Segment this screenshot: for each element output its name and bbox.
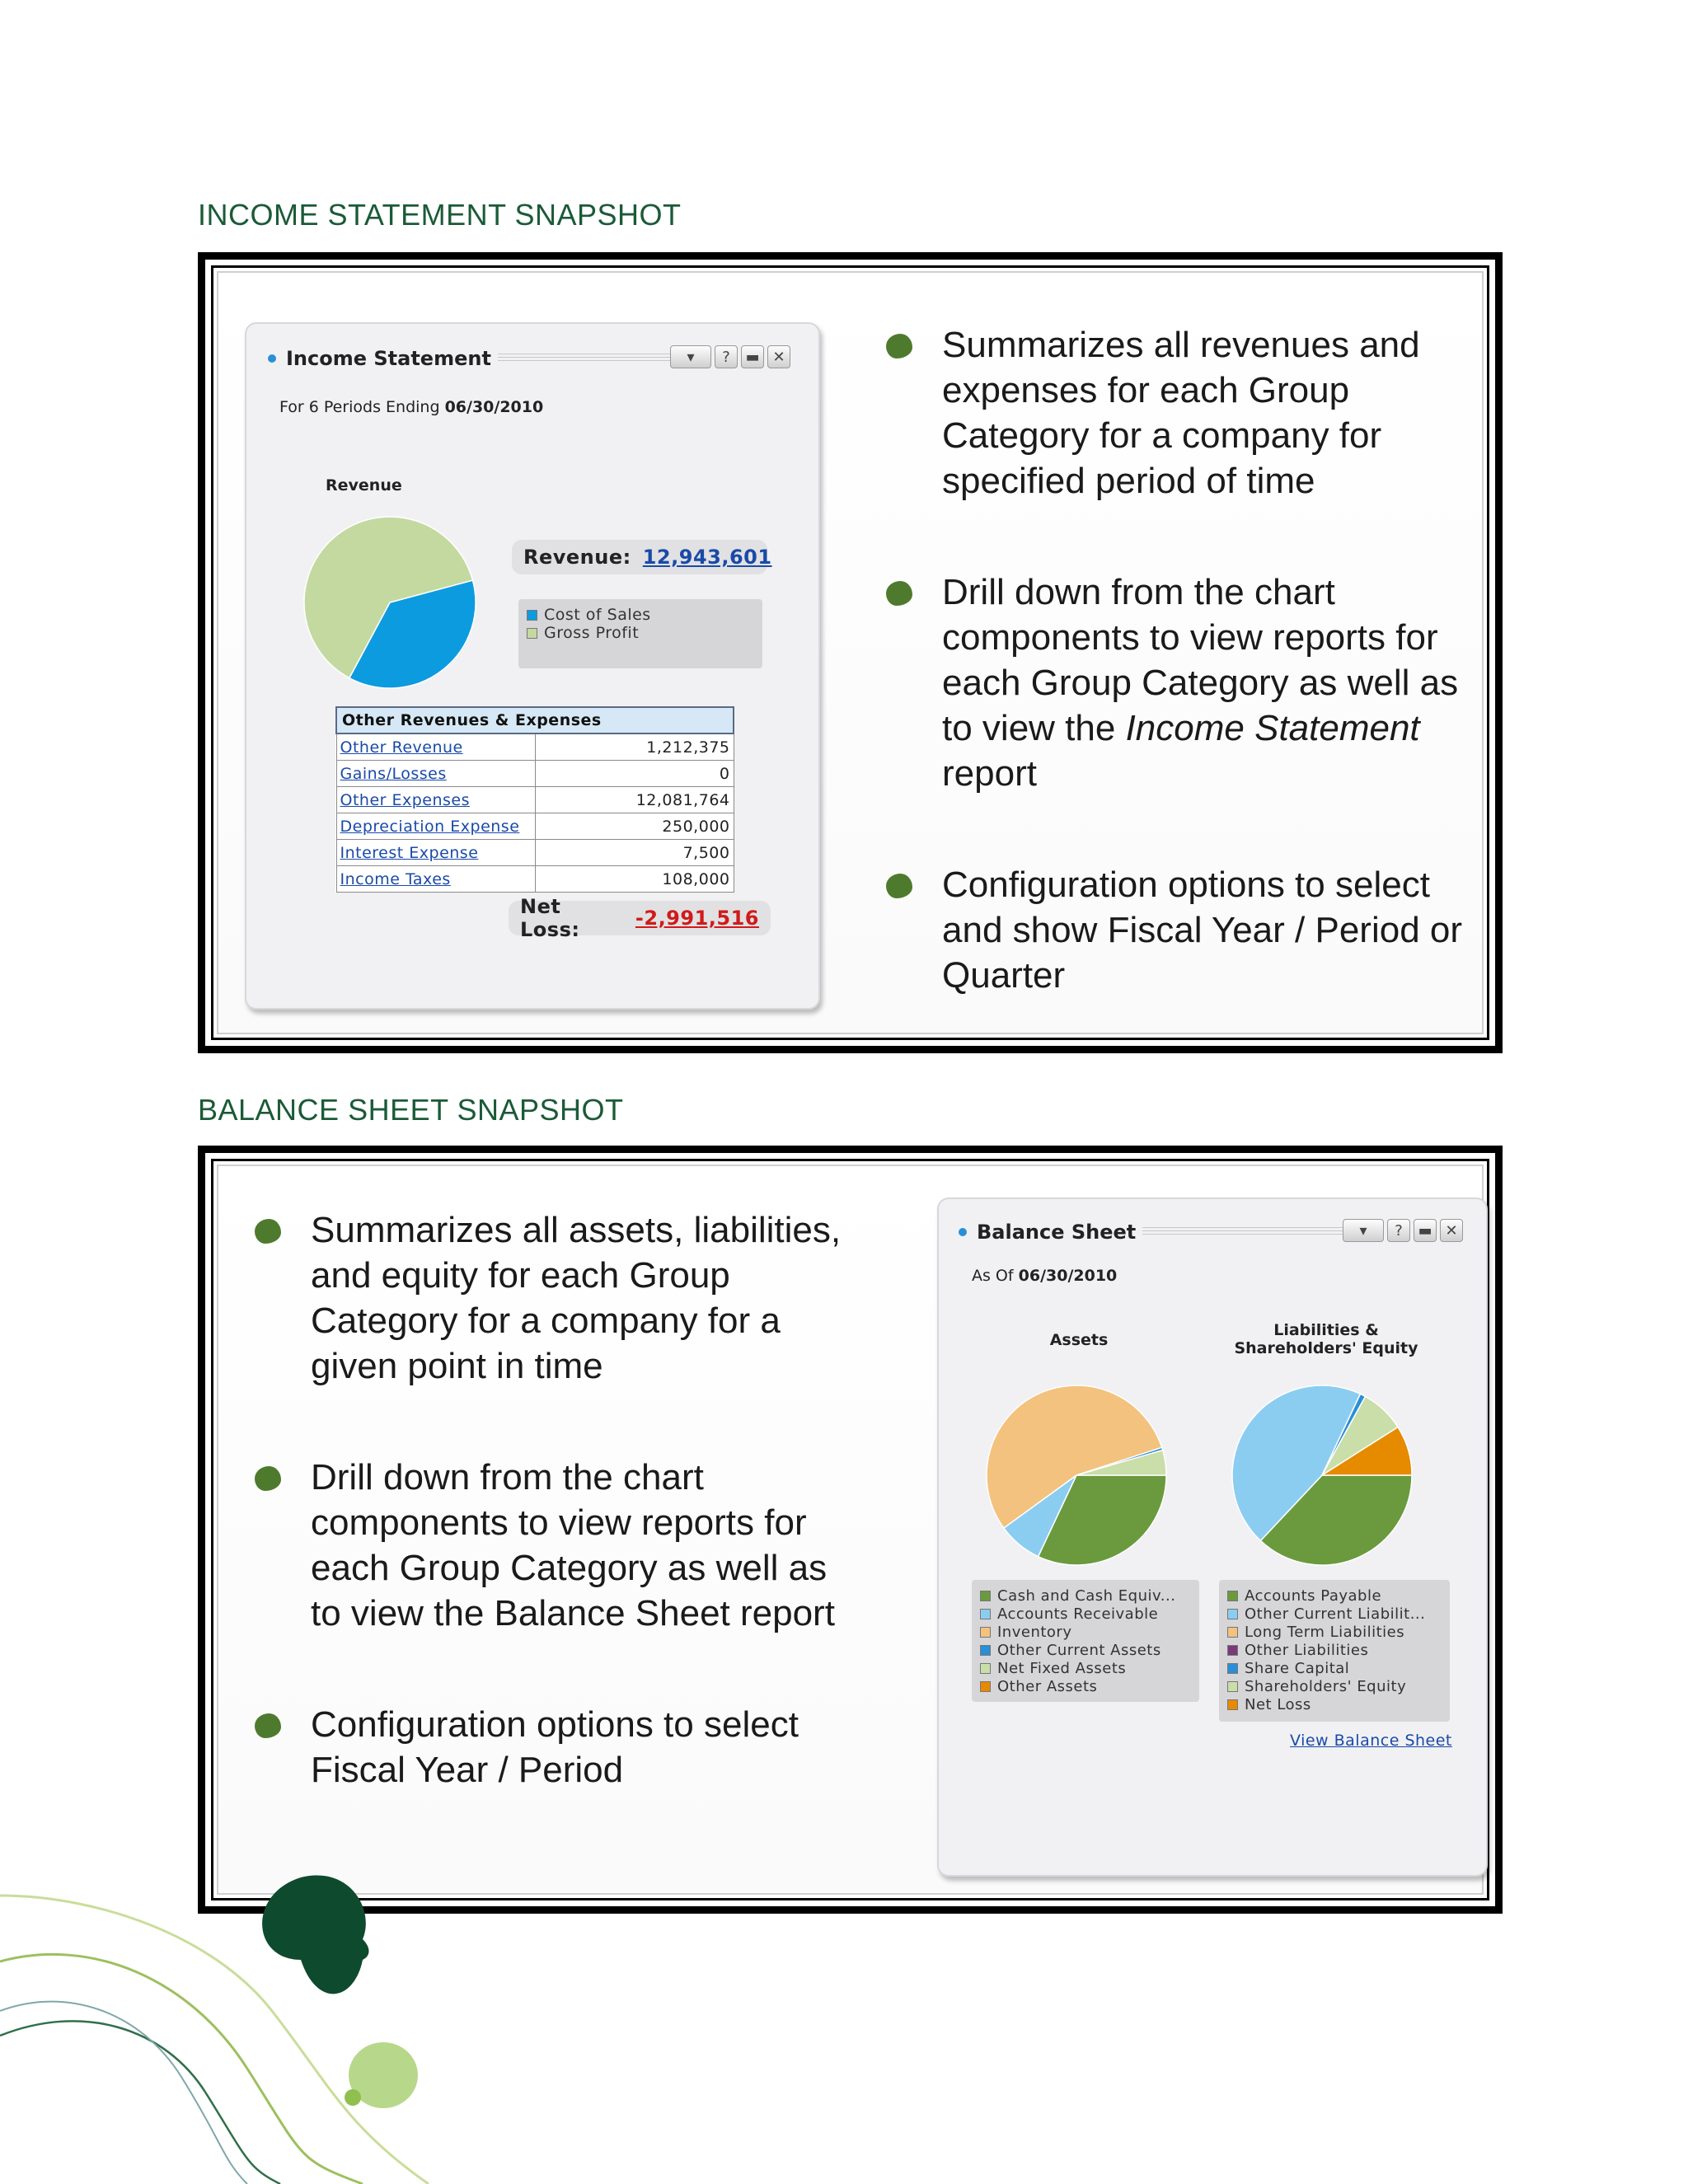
minimize-button[interactable]: ▬ [741,345,764,368]
minimize-button[interactable]: ▬ [1414,1219,1437,1242]
revenue-total: Revenue: 12,943,601 [512,540,767,574]
bullet-icon [255,1466,281,1491]
logo-small-dot-icon [345,2089,361,2106]
legend-swatch-icon [980,1663,991,1674]
revenue-chart-title: Revenue [326,476,402,494]
swirl-line [0,1896,429,2184]
legend-item[interactable] [1227,1695,1442,1713]
swirl-line [0,1954,363,2184]
title-rule [498,354,687,363]
legend-item[interactable] [1227,1605,1442,1623]
legend-swatch-icon [1227,1591,1238,1601]
legend-swatch-icon [980,1681,991,1692]
legend-label: Share Capital [1245,1659,1350,1677]
legend-item[interactable] [980,1659,1191,1677]
assets-chart-title: Assets [1049,1331,1109,1349]
legend-item[interactable] [1227,1586,1442,1605]
net-loss-total: Net Loss: -2,991,516 [509,901,771,935]
legend-swatch-icon [1227,1699,1238,1710]
table-row [336,813,734,840]
bullet-icon [886,334,912,359]
legend-label: Cost of Sales [544,606,651,624]
legend-item[interactable] [1227,1677,1442,1695]
table-row [336,840,734,866]
legend-item[interactable] [527,624,754,642]
legend-label: Net Loss [1245,1695,1311,1713]
legend-label: Net Fixed Assets [997,1659,1127,1677]
balance-bullet-list [253,1207,863,1793]
row-label-link[interactable]: Gains/Losses [336,761,535,787]
legend-item[interactable] [980,1605,1191,1623]
legend-label: Shareholders' Equity [1245,1677,1407,1695]
balance-bullet-1: Summarizes all assets, liabilities, and equity for each Group Category for a company for a given point in time [253,1207,863,1389]
legend-swatch-icon [1227,1609,1238,1619]
widget-title: Income Statement [286,347,491,370]
legend-swatch-icon [980,1609,991,1619]
legend-item[interactable] [1227,1641,1442,1659]
income-statement-heading: INCOME STATEMENT SNAPSHOT [198,198,682,232]
row-label-link[interactable]: Other Revenue [336,733,535,761]
liabilities-pie-chart[interactable] [1227,1380,1417,1570]
period-date: 06/30/2010 [444,398,544,416]
view-balance-sheet-link[interactable]: View Balance Sheet [1290,1732,1452,1750]
period-subtitle: For 6 Periods Ending 06/30/2010 [279,398,544,416]
income-bullet-2: Drill down from the chart components to view reports for each Group Category as well as to view the Income Statement report [884,569,1478,796]
balance-sheet-heading: BALANCE SHEET SNAPSHOT [198,1093,624,1127]
legend-label: Other Current Liabilit... [1245,1605,1426,1623]
income-statement-frame [198,252,1503,1053]
table-row [336,787,734,813]
legend-item[interactable] [527,606,754,624]
balance-bullet-2: Drill down from the chart components to view reports for each Group Category as well as to view the Balance Sheet report [253,1455,863,1636]
legend-swatch-icon [980,1645,991,1656]
row-label-link[interactable]: Depreciation Expense [336,813,535,840]
row-value: 108,000 [535,866,734,893]
balance-bullet-3: Configuration options to select Fiscal Year / Period [253,1702,863,1793]
legend-item[interactable] [980,1641,1191,1659]
legend-label: Cash and Cash Equiv... [997,1586,1176,1605]
title-rule [1142,1227,1348,1237]
legend-label: Accounts Receivable [997,1605,1159,1623]
row-label-link[interactable]: Other Expenses [336,787,535,813]
decorative-swirl-logo [0,1797,511,2184]
logo-dark-leaf-icon [262,1875,368,1994]
row-value: 12,081,764 [535,787,734,813]
bullet-icon [886,581,912,606]
row-value: 0 [535,761,734,787]
legend-label: Other Assets [997,1677,1098,1695]
title-dot-icon [959,1228,967,1236]
legend-swatch-icon [527,610,537,621]
legend-label: Gross Profit [544,624,640,642]
legend-label: Long Term Liabilities [1245,1623,1405,1641]
row-label-link[interactable]: Income Taxes [336,866,535,893]
assets-legend [972,1580,1199,1702]
legend-swatch-icon [980,1627,991,1638]
legend-item[interactable] [1227,1623,1442,1641]
legend-swatch-icon [1227,1627,1238,1638]
income-bullet-3: Configuration options to select and show Fiscal Year / Period or Quarter [884,862,1478,998]
table-row [336,866,734,893]
table-header: Other Revenues & Expenses [336,707,734,733]
widget-title: Balance Sheet [977,1221,1137,1244]
row-label-link[interactable]: Interest Expense [336,840,535,866]
income-bullet-1: Summarizes all revenues and expenses for each Group Category for a company for specified period of time [884,322,1478,504]
legend-swatch-icon [1227,1681,1238,1692]
row-value: 250,000 [535,813,734,840]
legend-label: Inventory [997,1623,1072,1641]
legend-label: Accounts Payable [1245,1586,1382,1605]
close-button[interactable]: ✕ [1440,1219,1463,1242]
income-bullet-list [884,322,1478,998]
as-of-date: 06/30/2010 [1018,1267,1118,1285]
bullet-icon [886,874,912,898]
table-row [336,761,734,787]
liabilities-legend [1219,1580,1450,1722]
legend-label: Other Current Assets [997,1641,1161,1659]
assets-pie-chart[interactable] [982,1380,1171,1570]
close-button[interactable]: ✕ [767,345,790,368]
menu-dropdown-button[interactable]: ▾ [1343,1219,1384,1242]
legend-item[interactable] [980,1623,1191,1641]
legend-swatch-icon [527,628,537,639]
help-button[interactable]: ? [715,345,738,368]
legend-item[interactable] [1227,1659,1442,1677]
revenue-legend [518,599,762,668]
help-button[interactable]: ? [1387,1219,1410,1242]
row-value: 1,212,375 [535,733,734,761]
legend-swatch-icon [1227,1663,1238,1674]
revenue-value-link[interactable]: 12,943,601 [642,546,772,569]
swirl-line [0,2021,280,2184]
bullet-icon [255,1713,281,1738]
table-row [336,733,734,761]
legend-label: Other Liabilities [1245,1641,1369,1659]
title-dot-icon [268,354,276,363]
liabilities-chart-title: Liabilities & Shareholders' Equity [1234,1321,1418,1357]
menu-dropdown-button[interactable]: ▾ [670,345,711,368]
net-loss-value-link[interactable]: -2,991,516 [635,907,759,930]
balance-sheet-widget [937,1197,1488,1877]
legend-item[interactable] [980,1586,1191,1605]
legend-swatch-icon [1227,1645,1238,1656]
legend-item[interactable] [980,1677,1191,1695]
legend-swatch-icon [980,1591,991,1601]
row-value: 7,500 [535,840,734,866]
bullet-icon [255,1219,281,1244]
revenue-pie-chart[interactable] [299,512,481,693]
other-revenues-expenses-table [335,706,734,893]
as-of-subtitle: As Of 06/30/2010 [972,1267,1118,1285]
income-statement-widget [245,322,820,1010]
